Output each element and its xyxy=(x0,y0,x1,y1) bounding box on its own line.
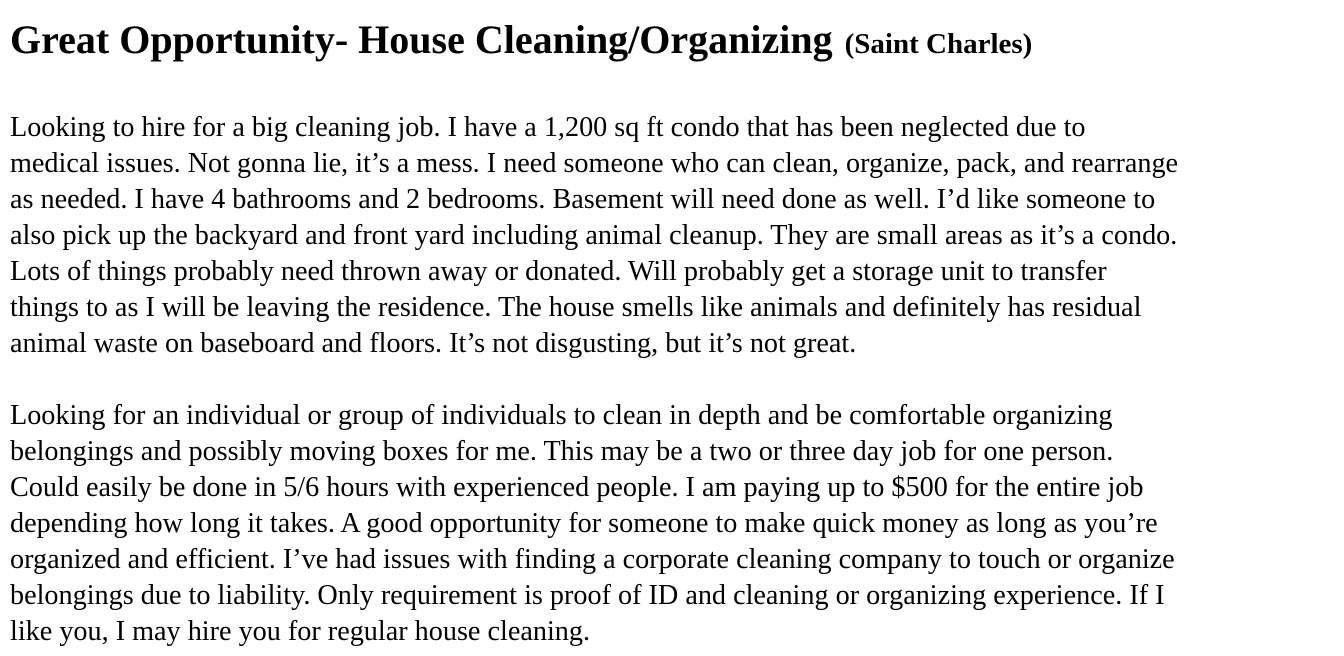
paragraph-line: belongings due to liability. Only requirement is proof of ID and cleaning or organizing experience. If I xyxy=(10,580,1165,611)
paragraph-line: Lots of things probably need thrown away or donated. Will probably get a storage unit to transfer xyxy=(10,256,1107,287)
paragraph-line: Looking for an individual or group of individuals to clean in depth and be comfortable organizing xyxy=(10,400,1113,431)
paragraph-line: medical issues. Not gonna lie, it’s a mess. I need someone who can clean, organize, pack, and rearrange xyxy=(10,148,1179,179)
paragraph-line: animal waste on baseboard and floors. It’s not disgusting, but it’s not great. xyxy=(10,328,857,359)
posting-title xyxy=(10,14,1344,70)
description-paragraph-2 xyxy=(10,398,1344,650)
paragraph-line: like you, I may hire you for regular house cleaning. xyxy=(10,616,591,647)
paragraph-line: organized and efficient. I’ve had issues with finding a corporate cleaning company to touch or organize xyxy=(10,544,1175,575)
paragraph-line: things to as I will be leaving the residence. The house smells like animals and definitely has residual xyxy=(10,292,1142,323)
paragraph-line: also pick up the backyard and front yard including animal cleanup. They are small areas as it’s a condo. xyxy=(10,220,1178,251)
paragraph-line: as needed. I have 4 bathrooms and 2 bedrooms. Basement will need done as well. I’d like someone to xyxy=(10,184,1156,215)
posting-title-text: Great Opportunity- House Cleaning/Organizing xyxy=(10,17,833,62)
paragraph-line: depending how long it takes. A good opportunity for someone to make quick money as long as you’re xyxy=(10,508,1158,539)
posting-location: (Saint Charles) xyxy=(844,28,1033,60)
description-paragraph-1 xyxy=(10,110,1344,362)
paragraph-line: belongings and possibly moving boxes for me. This may be a two or three day job for one person. xyxy=(10,436,1114,467)
paragraph-line: Could easily be done in 5/6 hours with experienced people. I am paying up to $500 for the entire job xyxy=(10,472,1144,503)
paragraph-line: Looking to hire for a big cleaning job. I have a 1,200 sq ft condo that has been neglected due to xyxy=(10,112,1086,143)
